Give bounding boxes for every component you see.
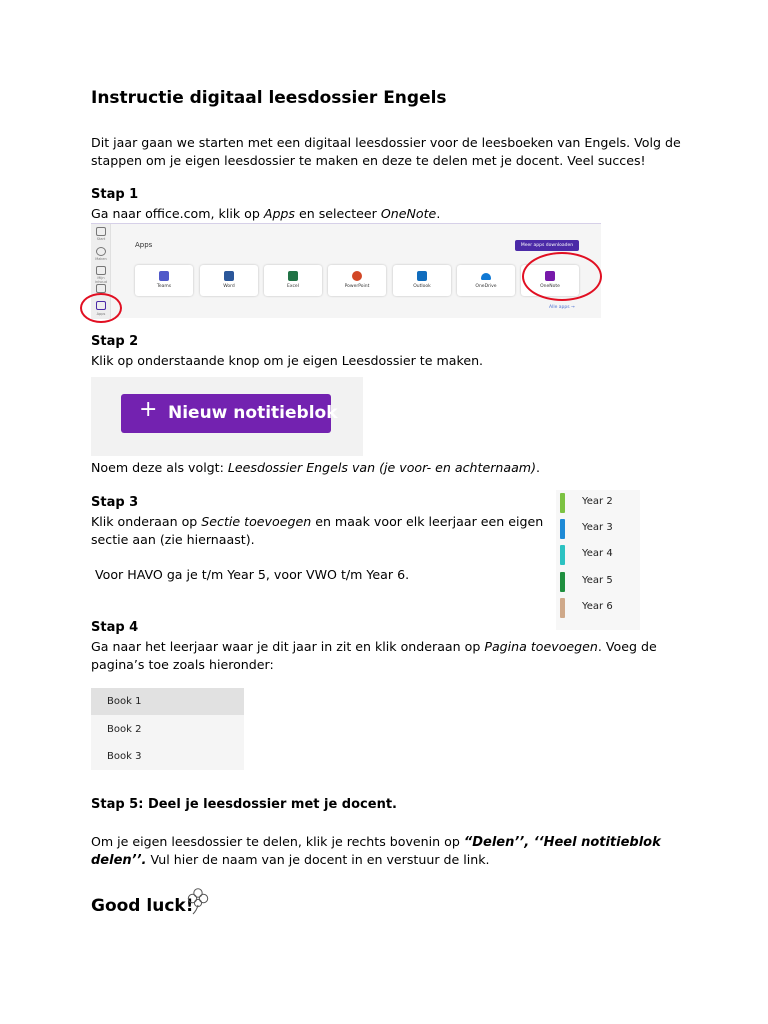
new-notebook-button — [121, 394, 338, 433]
section-item — [556, 542, 640, 568]
rail-label-apps: Apps — [96, 312, 106, 316]
section-item — [556, 490, 640, 516]
highlight-apps-circle — [80, 293, 122, 323]
video-icon — [96, 284, 106, 293]
app-label: Word — [223, 284, 235, 289]
intro-line-2: stappen om je eigen leesdossier te maken en deze te delen met je docent. Veel succes! — [91, 153, 646, 168]
step4-line-1: Ga naar het leerjaar waar je dit jaar in zit en klik onderaan op Pagina toevoegen. Voeg de — [91, 639, 657, 654]
teams-icon — [159, 271, 169, 281]
step2-text: Klik op onderstaande knop om je eigen Leesdossier te maken. — [91, 353, 484, 368]
download-apps-button: Meer apps downloaden — [515, 240, 579, 251]
page-item — [91, 688, 244, 715]
section-label: Year 5 — [582, 575, 613, 586]
step1-heading: Stap 1 — [91, 187, 139, 202]
section-color-tab — [560, 598, 565, 618]
rail-label-create: Maken — [95, 257, 107, 261]
folder-icon — [96, 266, 106, 275]
section-item — [556, 569, 640, 595]
page-label: Book 3 — [107, 751, 142, 762]
page-list-screenshot — [91, 688, 244, 770]
apps-heading: Apps — [135, 241, 153, 249]
all-apps-link: Alle apps → — [549, 305, 575, 310]
clover-icon — [186, 887, 210, 915]
step3-line-1: Klik onderaan op Sectie toevoegen en maak voor elk leerjaar een eigen — [91, 514, 544, 529]
app-tile-teams — [135, 265, 193, 296]
home-icon — [96, 227, 106, 236]
section-color-tab — [560, 545, 565, 565]
rail-label-content: Mijn inhoud — [95, 276, 107, 284]
section-label: Year 6 — [582, 601, 613, 612]
page-label: Book 2 — [107, 724, 142, 735]
step4-line-2: pagina’s toe zoals hieronder: — [91, 657, 274, 672]
app-tile-outlook — [393, 265, 451, 296]
step2-heading: Stap 2 — [91, 334, 139, 349]
intro-line-1: Dit jaar gaan we starten met een digitaal leesdossier voor de leesboeken van Engels. Volg de — [91, 135, 681, 150]
step2-naming: Noem deze als volgt: Leesdossier Engels van (je voor- en achternaam). — [91, 460, 540, 475]
section-list-screenshot — [556, 490, 640, 630]
page-item — [91, 716, 244, 743]
section-color-tab — [560, 519, 565, 539]
page-item — [91, 743, 244, 770]
new-notebook-label: Nieuw notitieblok — [168, 403, 338, 423]
app-label: OneNote — [540, 284, 560, 289]
rail-label-start: Start — [96, 237, 106, 241]
excel-icon — [288, 271, 298, 281]
step5-line-2: delen’’. Vul hier de naam van je docent in en verstuur de link. — [91, 852, 490, 868]
step5-line-1: Om je eigen leesdossier te delen, klik je rechts bovenin op “Delen’’, ‘‘Heel notitieblok — [91, 834, 661, 850]
office-apps-screenshot — [91, 223, 601, 318]
app-label: PowerPoint — [344, 284, 370, 289]
section-color-tab — [560, 493, 565, 513]
powerpoint-icon — [352, 271, 362, 281]
section-item — [556, 595, 640, 621]
word-icon — [224, 271, 234, 281]
step5-heading: Stap 5: Deel je leesdossier met je docent. — [91, 797, 397, 812]
step3-line-3: Voor HAVO ga je t/m Year 5, voor VWO t/m Year 6. — [95, 567, 410, 582]
app-label: OneDrive — [475, 284, 497, 289]
section-color-tab — [560, 572, 565, 592]
app-label: Excel — [287, 284, 299, 289]
page-label: Book 1 — [107, 696, 142, 707]
app-tile-excel — [264, 265, 322, 296]
new-notebook-screenshot — [91, 377, 363, 456]
section-label: Year 4 — [582, 548, 613, 559]
app-tile-onedrive — [457, 265, 515, 296]
step3-heading: Stap 3 — [91, 495, 139, 510]
plus-icon: + — [139, 397, 158, 422]
plus-circle-icon — [96, 247, 106, 256]
onedrive-cloud-icon — [481, 273, 491, 280]
section-label: Year 3 — [582, 522, 613, 533]
app-label: Teams — [156, 284, 172, 289]
step1-text: Ga naar office.com, klik op Apps en selecteer OneNote. — [91, 206, 441, 221]
highlight-onenote-circle — [522, 252, 602, 301]
section-label: Year 2 — [582, 496, 613, 507]
outlook-icon — [417, 271, 427, 281]
step3-line-2: sectie aan (zie hiernaast). — [91, 532, 255, 547]
app-tile-word — [200, 265, 258, 296]
good-luck-text: Good luck! — [91, 896, 194, 916]
document-title: Instructie digitaal leesdossier Engels — [91, 88, 447, 108]
app-tile-powerpoint — [328, 265, 386, 296]
section-item — [556, 516, 640, 542]
app-label: Outlook — [413, 284, 431, 289]
step4-heading: Stap 4 — [91, 620, 139, 635]
